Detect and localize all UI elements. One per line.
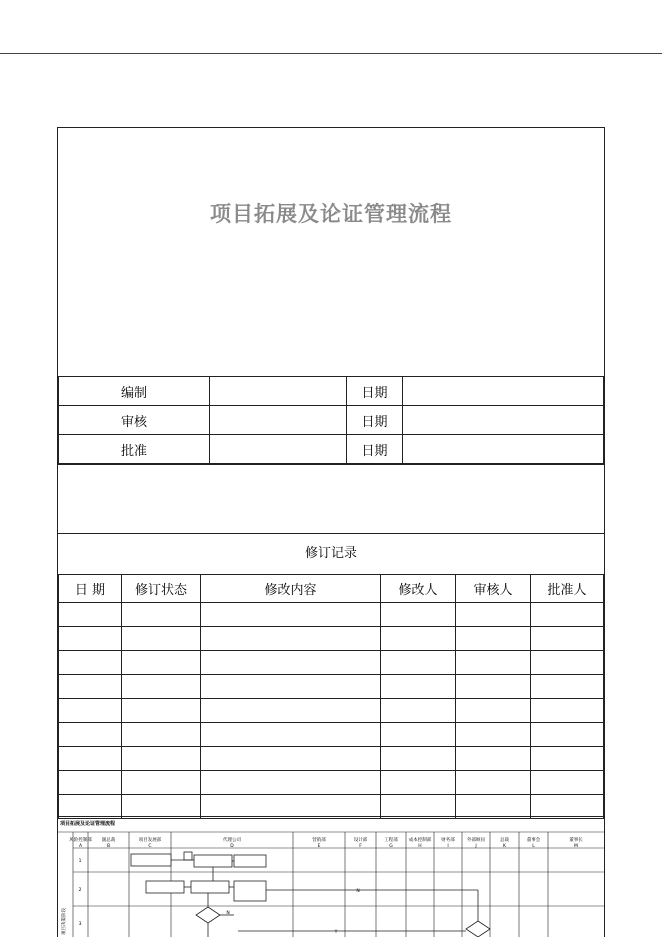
flow-lane-label: 董事长 (569, 838, 583, 843)
flow-lane-code: H (418, 844, 422, 849)
revision-col-approver: 批准人 (531, 575, 604, 603)
revision-cell (531, 747, 604, 771)
revision-cell (531, 771, 604, 795)
blank-area (58, 464, 604, 533)
signoff-value (210, 406, 347, 435)
revision-cell (201, 747, 381, 771)
revision-cell (59, 699, 122, 723)
revision-cell (201, 723, 381, 747)
flow-decision (466, 921, 490, 937)
revision-cell (59, 771, 122, 795)
signoff-role: 批准 (59, 435, 210, 464)
revision-row (59, 699, 604, 723)
revision-cell (59, 651, 122, 675)
signoff-date-label: 日期 (347, 406, 403, 435)
signoff-value (210, 435, 347, 464)
flow-lane-code: L (532, 844, 535, 849)
signoff-role: 编制 (59, 377, 210, 406)
signoff-role: 审核 (59, 406, 210, 435)
flow-lane-code: D (230, 844, 234, 849)
revision-cell (122, 723, 201, 747)
signoff-row (59, 435, 604, 464)
revision-row (59, 795, 604, 819)
signoff-row (59, 377, 604, 406)
flow-lane-label: 副总裁 (101, 838, 116, 843)
flow-lane-label: 财务部 (441, 838, 455, 843)
revision-cell (201, 627, 381, 651)
revision-cell (122, 675, 201, 699)
revision-heading: 修订记录 (58, 533, 604, 574)
revision-cell (59, 747, 122, 771)
revision-cell (381, 675, 456, 699)
signoff-value (210, 377, 347, 406)
revision-cell (59, 723, 122, 747)
revision-cell (59, 603, 122, 627)
flow-lane-code: M (574, 844, 578, 849)
flow-decision (196, 907, 220, 923)
flow-lane-label: 成本控制部 (408, 838, 432, 843)
flow-lane-code: E (317, 844, 321, 849)
flow-lane-code: J (475, 844, 477, 849)
revision-col-status: 修订状态 (122, 575, 201, 603)
revision-cell (122, 747, 201, 771)
revision-cell (381, 699, 456, 723)
flow-process-box (191, 881, 229, 893)
flow-row-number: 1 (78, 859, 82, 864)
revision-cell (531, 795, 604, 819)
revision-cell (122, 651, 201, 675)
flow-row-number: 3 (78, 922, 82, 927)
revision-row (59, 747, 604, 771)
header-rule (0, 53, 662, 54)
flow-lane-code: A (78, 844, 83, 849)
flow-lane-label: 总裁 (500, 838, 509, 843)
revision-cell (456, 651, 531, 675)
flowchart-title: 项目拓展及论证管理流程 (60, 821, 116, 827)
document-title: 项目拓展及论证管理流程 (210, 201, 452, 226)
revision-row (59, 771, 604, 795)
revision-cell (456, 699, 531, 723)
revision-cell (59, 675, 122, 699)
flow-row-number: 2 (78, 888, 82, 893)
revision-cell (381, 795, 456, 819)
revision-cell (381, 723, 456, 747)
flow-lane-label: 董事会 (526, 838, 541, 843)
revision-cell (456, 747, 531, 771)
revision-cell (201, 771, 381, 795)
flowchart-diagram (58, 817, 604, 937)
revision-row (59, 627, 604, 651)
flow-lane-label: 外部顾问 (467, 838, 485, 843)
flow-branch-label: Y (334, 930, 338, 935)
revision-cell (59, 795, 122, 819)
revision-cell (122, 699, 201, 723)
flow-lane-code: B (106, 844, 111, 849)
signoff-row (59, 406, 604, 435)
flowchart-thumbnail (57, 816, 605, 937)
revision-row (59, 723, 604, 747)
flow-side-label: 项目决策阶段 (62, 908, 67, 935)
revision-cell (456, 795, 531, 819)
revision-cell (531, 651, 604, 675)
signoff-date-label: 日期 (347, 377, 403, 406)
revision-row (59, 675, 604, 699)
signoff-date-label: 日期 (347, 435, 403, 464)
flow-process-box (146, 881, 184, 893)
revision-cell (381, 747, 456, 771)
flow-lane-label: 代理公司 (223, 838, 241, 843)
flow-lane-code: I (447, 844, 449, 849)
flow-process-box (184, 852, 192, 860)
revision-table (58, 574, 604, 819)
flow-lane-code: G (389, 844, 393, 849)
signoff-date (403, 406, 604, 435)
flow-process-box (194, 855, 232, 867)
revision-cell (531, 627, 604, 651)
revision-col-date: 日 期 (59, 575, 122, 603)
revision-row (59, 603, 604, 627)
revision-cell (122, 771, 201, 795)
flow-lane-label: 设计部 (353, 838, 368, 843)
revision-cell (122, 603, 201, 627)
flow-lane-code: C (148, 844, 152, 849)
revision-cell (122, 795, 201, 819)
revision-cell (122, 627, 201, 651)
revision-header-row (59, 575, 604, 603)
flow-branch-label: N (226, 911, 230, 916)
flow-lane-code: K (503, 844, 506, 849)
revision-cell (381, 651, 456, 675)
revision-cell (531, 699, 604, 723)
revision-cell (456, 603, 531, 627)
flow-branch-label: N (356, 889, 360, 894)
flow-process-box (234, 855, 266, 867)
flow-lane-code: F (359, 844, 362, 849)
revision-cell (456, 675, 531, 699)
revision-cell (201, 675, 381, 699)
revision-cell (531, 603, 604, 627)
revision-cell (201, 699, 381, 723)
title-area (58, 128, 604, 376)
revision-cell (59, 627, 122, 651)
flow-lane-label: 项目发展部 (138, 838, 162, 843)
revision-col-reviewer: 审核人 (456, 575, 531, 603)
signoff-date (403, 435, 604, 464)
flow-process-box (234, 881, 266, 901)
revision-col-modifier: 修改人 (381, 575, 456, 603)
flow-lane-label: 工程部 (384, 838, 398, 843)
signoff-table (58, 376, 604, 464)
revision-cell (381, 603, 456, 627)
flow-lane-label: 风险控制部 (69, 838, 92, 843)
revision-cell (531, 675, 604, 699)
revision-cell (456, 627, 531, 651)
revision-cell (381, 771, 456, 795)
revision-cell (456, 723, 531, 747)
revision-col-content: 修改内容 (201, 575, 381, 603)
revision-cell (201, 795, 381, 819)
revision-cell (381, 627, 456, 651)
revision-cell (531, 723, 604, 747)
document-cover (57, 127, 605, 819)
signoff-date (403, 377, 604, 406)
flow-lane-label: 营销部 (312, 838, 326, 843)
revision-row (59, 651, 604, 675)
flow-process-box (131, 854, 171, 866)
revision-cell (201, 603, 381, 627)
revision-cell (201, 651, 381, 675)
revision-cell (456, 771, 531, 795)
